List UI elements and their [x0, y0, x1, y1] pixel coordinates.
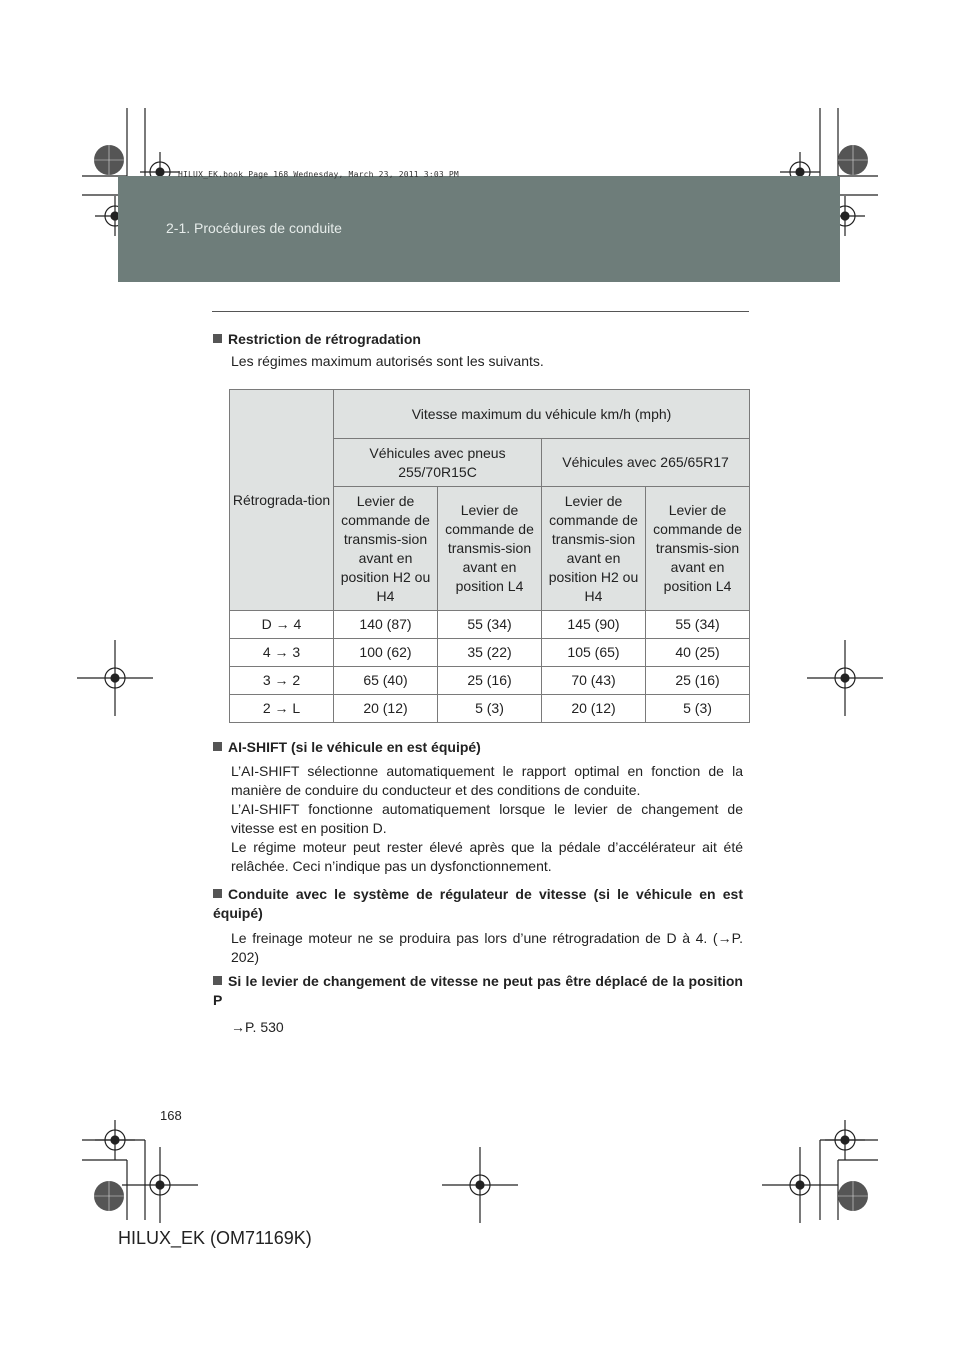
- footer-model: HILUX_EK (OM71169K): [118, 1228, 312, 1248]
- square-bullet-icon: [213, 334, 222, 343]
- shift-cell: D → 4: [230, 611, 334, 639]
- value-cell: 40 (25): [646, 639, 750, 667]
- value-cell: 55 (34): [646, 611, 750, 639]
- shift-cell: 4 → 3: [230, 639, 334, 667]
- heading-restriction: Restriction de rétrogradation: [213, 330, 421, 349]
- value-cell: 20 (12): [334, 695, 438, 723]
- sub-header-l4: Levier de commande de transmis-sion avant en position L4: [438, 487, 542, 611]
- value-cell: 100 (62): [334, 639, 438, 667]
- shift-cell: 3 → 2: [230, 667, 334, 695]
- value-cell: 25 (16): [646, 667, 750, 695]
- row-header: Rétrograda-tion: [230, 390, 334, 611]
- sub-header-l4: Levier de commande de transmis-sion avant en position L4: [646, 487, 750, 611]
- value-cell: 145 (90): [542, 611, 646, 639]
- table-row: [230, 639, 750, 667]
- restriction-text: Les régimes maximum autorisés sont les suivants.: [231, 353, 544, 369]
- shift-cell: 2 → L: [230, 695, 334, 723]
- square-bullet-icon: [213, 976, 222, 985]
- value-cell: 20 (12): [542, 695, 646, 723]
- value-cell: 105 (65): [542, 639, 646, 667]
- value-cell: 70 (43): [542, 667, 646, 695]
- group-header-1: Véhicules avec pneus 255/70R15C: [334, 439, 542, 487]
- heading-lever-p: Si le levier de changement de vitesse ne peut pas être déplacé de la position P: [213, 973, 743, 1008]
- value-cell: 55 (34): [438, 611, 542, 639]
- book-info: HILUX_EK.book Page 168 Wednesday, March 23, 2011 3:03 PM: [178, 170, 459, 179]
- value-cell: 5 (3): [438, 695, 542, 723]
- sub-header-h2: Levier de commande de transmis-sion avant en position H2 ou H4: [542, 487, 646, 611]
- page-number: 168: [160, 1108, 182, 1123]
- top-header: Vitesse maximum du véhicule km/h (mph): [334, 390, 750, 439]
- downshift-table: [229, 389, 750, 723]
- ai-shift-text: L’AI-SHIFT sélectionne automatiquement le rapport optimal en fonction de la manière de conduire du conducteur et des conditions de conduite. L’AI-SHIFT fonctionne automatiquement lorsque le levier de changement de vitesse est en position D. Le régime moteur peut rester élevé après que la pédale d’accélérateur ait été relâchée. Ceci n’indique pas un dysfonctionnement.: [231, 763, 743, 874]
- section-header-band: [118, 176, 840, 282]
- cruise-text: Le freinage moteur ne se produira pas lors d’une rétrogradation de D à 4. (→P. 202): [231, 930, 743, 965]
- group-header-2: Véhicules avec 265/65R17: [542, 439, 750, 487]
- square-bullet-icon: [213, 889, 222, 898]
- sub-header-h2: Levier de commande de transmis-sion avant en position H2 ou H4: [334, 487, 438, 611]
- section-title: 2-1. Procédures de conduite: [166, 220, 342, 236]
- heading-ai-shift: AI-SHIFT (si le véhicule en est équipé): [213, 738, 481, 757]
- heading-cruise: Conduite avec le système de régulateur de vitesse (si le véhicule en est équipé): [213, 886, 743, 921]
- square-bullet-icon: [213, 742, 222, 751]
- value-cell: 5 (3): [646, 695, 750, 723]
- value-cell: 140 (87): [334, 611, 438, 639]
- table-row: [230, 667, 750, 695]
- divider: [212, 311, 749, 312]
- value-cell: 65 (40): [334, 667, 438, 695]
- lever-p-text: →P. 530: [231, 1019, 284, 1035]
- table-row: [230, 695, 750, 723]
- table-row: [230, 611, 750, 639]
- value-cell: 25 (16): [438, 667, 542, 695]
- value-cell: 35 (22): [438, 639, 542, 667]
